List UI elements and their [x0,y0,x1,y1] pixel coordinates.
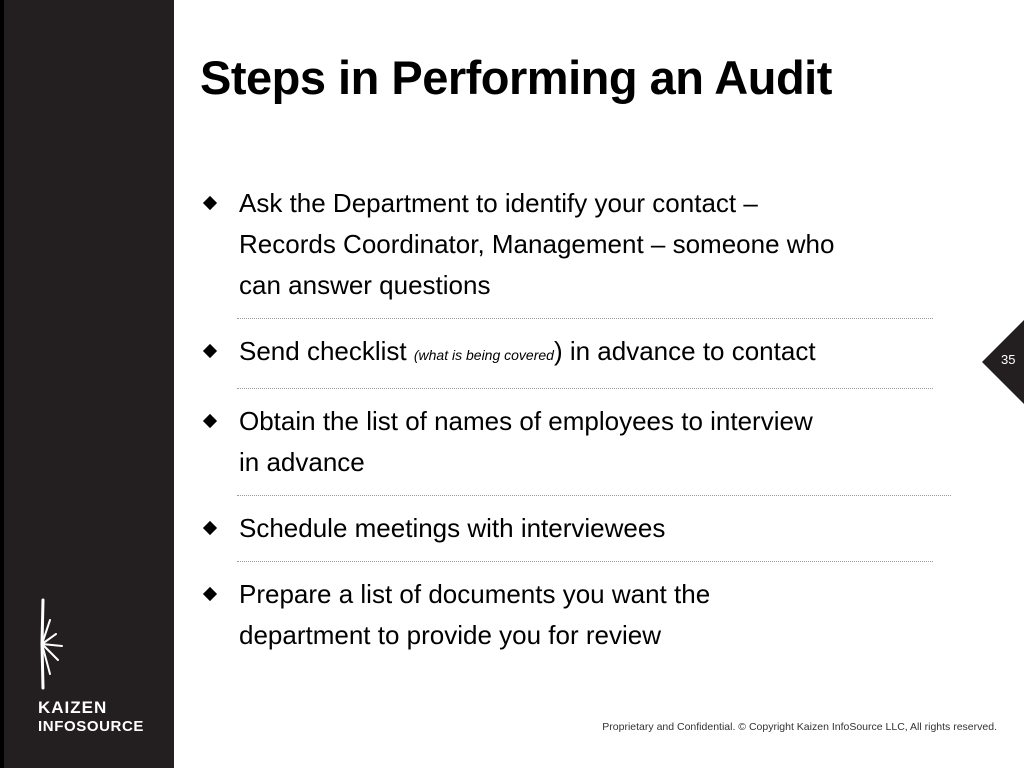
logo-wordmark-infosource: INFOSOURCE [38,718,145,735]
dotted-divider [237,318,933,319]
kaizen-logo [34,598,154,738]
bullet-item [200,183,960,306]
bullet-item [200,331,960,376]
bullet-text-line: Records Coordinator, Management – someone who [239,229,835,259]
diamond-bullet-icon [203,521,217,535]
dotted-divider [237,388,933,389]
bullet-text-line: Schedule meetings with interviewees [239,513,666,543]
bullet-item [200,574,960,656]
bullet-text: Send checklist [239,336,414,366]
bullet-text-line: in advance [239,447,365,477]
bullet-item [200,508,960,549]
copyright-footer: Proprietary and Confidential. © Copyright Kaizen InfoSource LLC, All rights reserved. [602,721,997,733]
bullet-text-line: Prepare a list of documents you want the [239,579,711,609]
logo-wordmark-kaizen: KAIZEN [38,698,108,717]
diamond-bullet-icon [203,587,217,601]
bullet-item [200,401,960,483]
kaizen-starburst-icon [34,598,74,690]
bullet-inline-note: (what is being covered [413,347,554,363]
dotted-divider [237,561,933,562]
diamond-bullet-icon [203,196,217,210]
bullet-text: ) in advance to contact [553,336,816,366]
page-number: 35 [1001,352,1016,367]
bullet-text-line: Ask the Department to identify your contact – [239,188,758,218]
bullet-text-line: can answer questions [239,270,491,300]
sidebar-edge [0,0,4,768]
diamond-bullet-icon [203,344,217,358]
bullet-text-line: Obtain the list of names of employees to interview [239,406,813,436]
diamond-bullet-icon [203,414,217,428]
sidebar [0,0,174,768]
bullet-list [200,183,960,656]
slide-title: Steps in Performing an Audit [200,51,832,104]
bullet-text-line: department to provide you for review [239,620,661,650]
dotted-divider [237,495,951,496]
